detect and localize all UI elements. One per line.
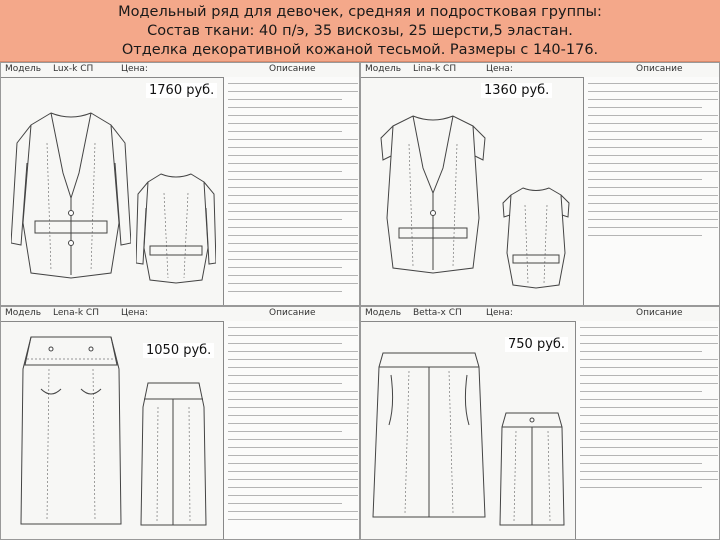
description-title: Описание — [269, 308, 316, 318]
jacket-back-sketch — [501, 183, 571, 293]
description-title: Описание — [269, 64, 316, 74]
sheet-header — [361, 63, 719, 78]
sheet-header — [1, 63, 359, 78]
jacket-back-sketch — [136, 168, 216, 288]
banner-line-3: Отделка декоративной кожаной тесьмой. Размеры с 140-176. — [121, 42, 599, 58]
banner-line-2: Состав ткани: 40 п/э, 35 вискозы, 25 шерсти,5 эластан. — [147, 23, 573, 39]
model-name: Lux-k СП — [53, 64, 94, 74]
price-tag: 1360 руб. — [481, 83, 552, 98]
skirt-back-sketch — [136, 377, 211, 532]
model-label: Модель — [5, 308, 42, 318]
jacket-front-sketch — [373, 108, 493, 288]
model-label: Модель — [365, 64, 402, 74]
description-column — [583, 77, 720, 305]
model-label: Модель — [365, 308, 402, 318]
sheet-header — [1, 307, 359, 322]
model-sheet-lina — [360, 62, 720, 306]
price-label: Цена: — [486, 308, 513, 318]
model-sheet-lux — [0, 62, 360, 306]
description-column — [223, 77, 360, 305]
model-sheet-lena — [0, 306, 360, 540]
description-title: Описание — [636, 308, 683, 318]
price-tag: 1050 руб. — [143, 343, 214, 358]
model-name: Betta-x СП — [413, 308, 462, 318]
sheet-header — [361, 307, 719, 322]
jacket-front-sketch — [11, 103, 131, 293]
description-column — [575, 321, 720, 539]
skirt-front-sketch — [369, 345, 489, 525]
price-label: Цена: — [121, 308, 148, 318]
price-tag: 1760 руб. — [146, 83, 217, 98]
description-title: Описание — [636, 64, 683, 74]
model-name: Lina-k СП — [413, 64, 457, 74]
model-label: Модель — [5, 64, 42, 74]
price-label: Цена: — [121, 64, 148, 74]
skirt-back-sketch — [496, 407, 568, 532]
model-sheet-betta — [360, 306, 720, 540]
banner-line-1: Модельный ряд для девочек, средняя и подростковая группы: — [118, 4, 602, 20]
model-name: Lena-k СП — [53, 308, 99, 318]
title-banner — [0, 0, 720, 62]
price-label: Цена: — [486, 64, 513, 74]
price-tag: 750 руб. — [505, 337, 568, 352]
skirt-front-sketch — [11, 329, 131, 534]
description-column — [223, 321, 360, 539]
